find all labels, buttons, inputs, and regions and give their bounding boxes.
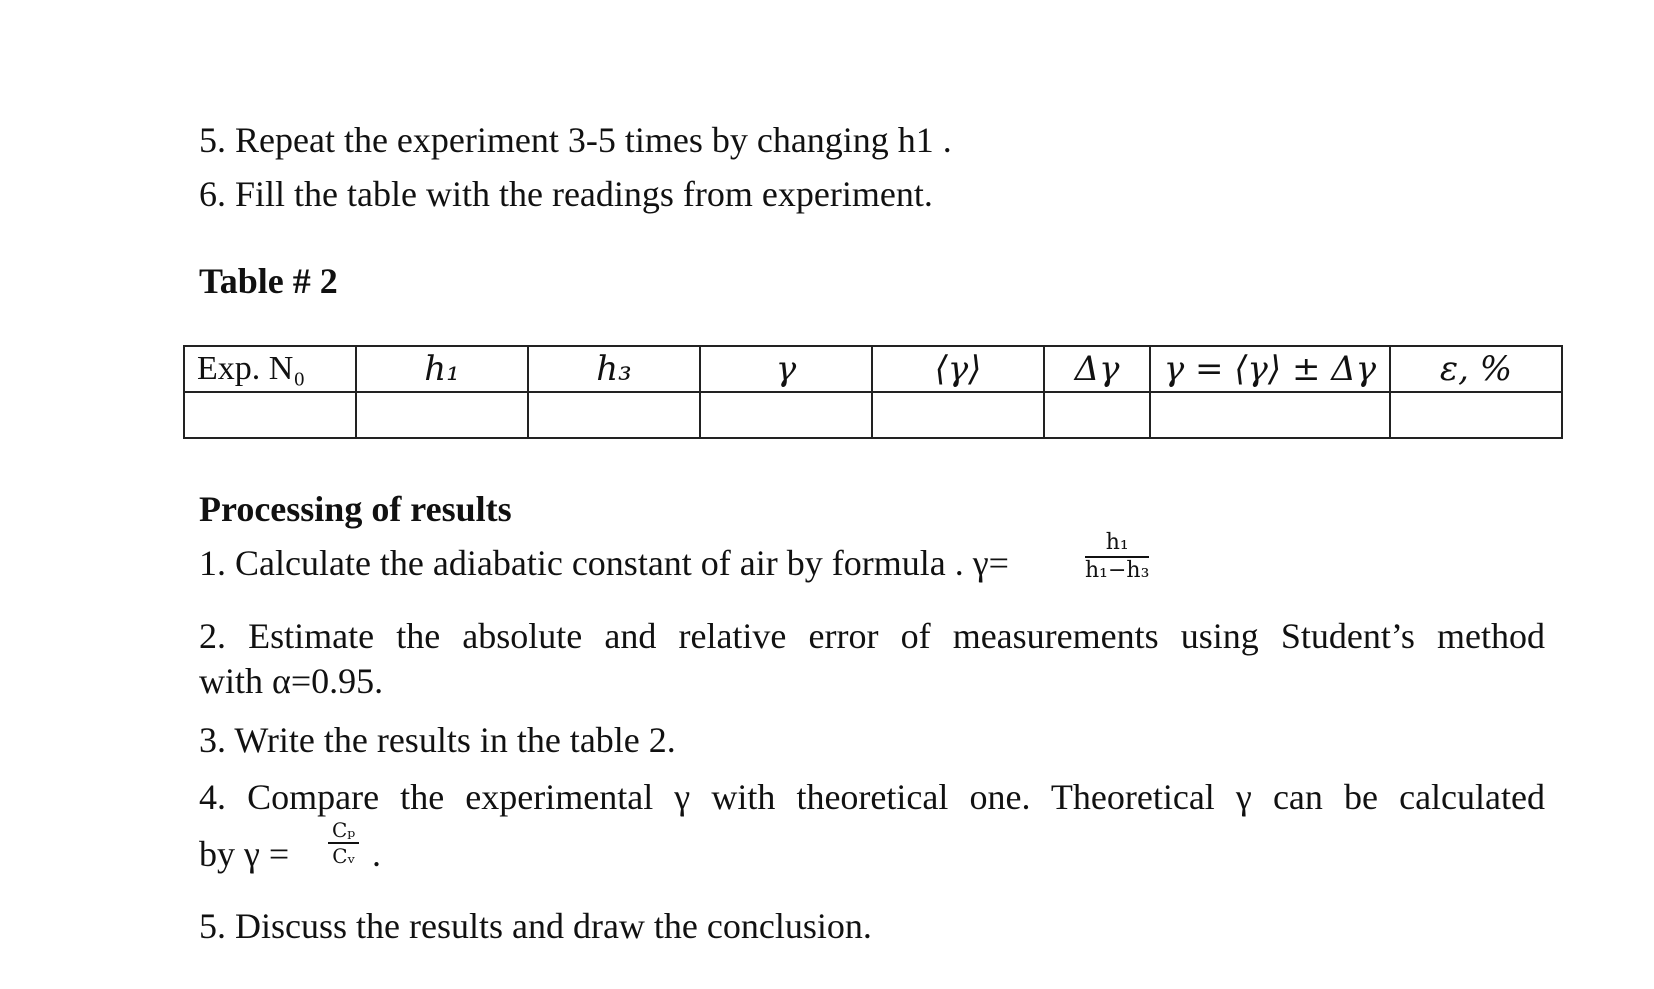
table-cell xyxy=(1150,392,1390,438)
table-cell xyxy=(528,392,700,438)
step-5-discuss: 5. Discuss the results and draw the conclusion. xyxy=(199,906,872,946)
header-h1: h₁ xyxy=(356,346,528,392)
processing-title: Processing of results xyxy=(199,489,512,529)
step-5-repeat: 5. Repeat the experiment 3-5 times by changing h1 . xyxy=(199,120,952,160)
table-title: Table # 2 xyxy=(199,261,338,301)
header-epsilon-percent: ε, % xyxy=(1390,346,1562,392)
theoretical-gamma-fraction xyxy=(328,818,359,868)
step-2-estimate-line2: with α=0.95. xyxy=(199,661,384,701)
step-4-compare-line2: by γ = xyxy=(199,834,290,874)
fraction-denominator: h₁−h₃ xyxy=(1085,558,1150,583)
header-mean-gamma: ⟨γ⟩ xyxy=(872,346,1044,392)
header-gamma: γ xyxy=(700,346,872,392)
table-cell xyxy=(184,392,356,438)
header-gamma-result: γ = ⟨γ⟩ ± Δγ xyxy=(1150,346,1390,392)
fraction-numerator-cp: Cₚ xyxy=(328,818,359,844)
step-6-fill-table: 6. Fill the table with the readings from experiment. xyxy=(199,174,933,214)
step-1-calculate: 1. Calculate the adiabatic constant of air by formula . γ= xyxy=(199,543,1009,583)
results-table xyxy=(183,345,1563,439)
header-h3: h₃ xyxy=(528,346,700,392)
table-cell xyxy=(1044,392,1150,438)
table-row xyxy=(184,392,1562,438)
table-header-row xyxy=(184,346,1562,392)
fraction-denominator-cv: Cᵥ xyxy=(332,844,356,868)
header-delta-gamma: Δγ xyxy=(1044,346,1150,392)
step-3-write-results: 3. Write the results in the table 2. xyxy=(199,720,676,760)
table-cell xyxy=(356,392,528,438)
header-exp-no: Exp. N₀ xyxy=(184,346,356,392)
table-cell xyxy=(700,392,872,438)
step-4-compare-line1: 4. Compare the experimental γ with theoretical one. Theoretical γ can be calculated xyxy=(199,777,1545,817)
step-2-estimate-line1: 2. Estimate the absolute and relative error of measurements using Student’s method xyxy=(199,616,1545,656)
gamma-formula-fraction xyxy=(1085,530,1149,584)
table-cell xyxy=(1390,392,1562,438)
step-4-period: . xyxy=(372,834,381,874)
table-cell xyxy=(872,392,1044,438)
fraction-numerator: h₁ xyxy=(1085,530,1149,558)
